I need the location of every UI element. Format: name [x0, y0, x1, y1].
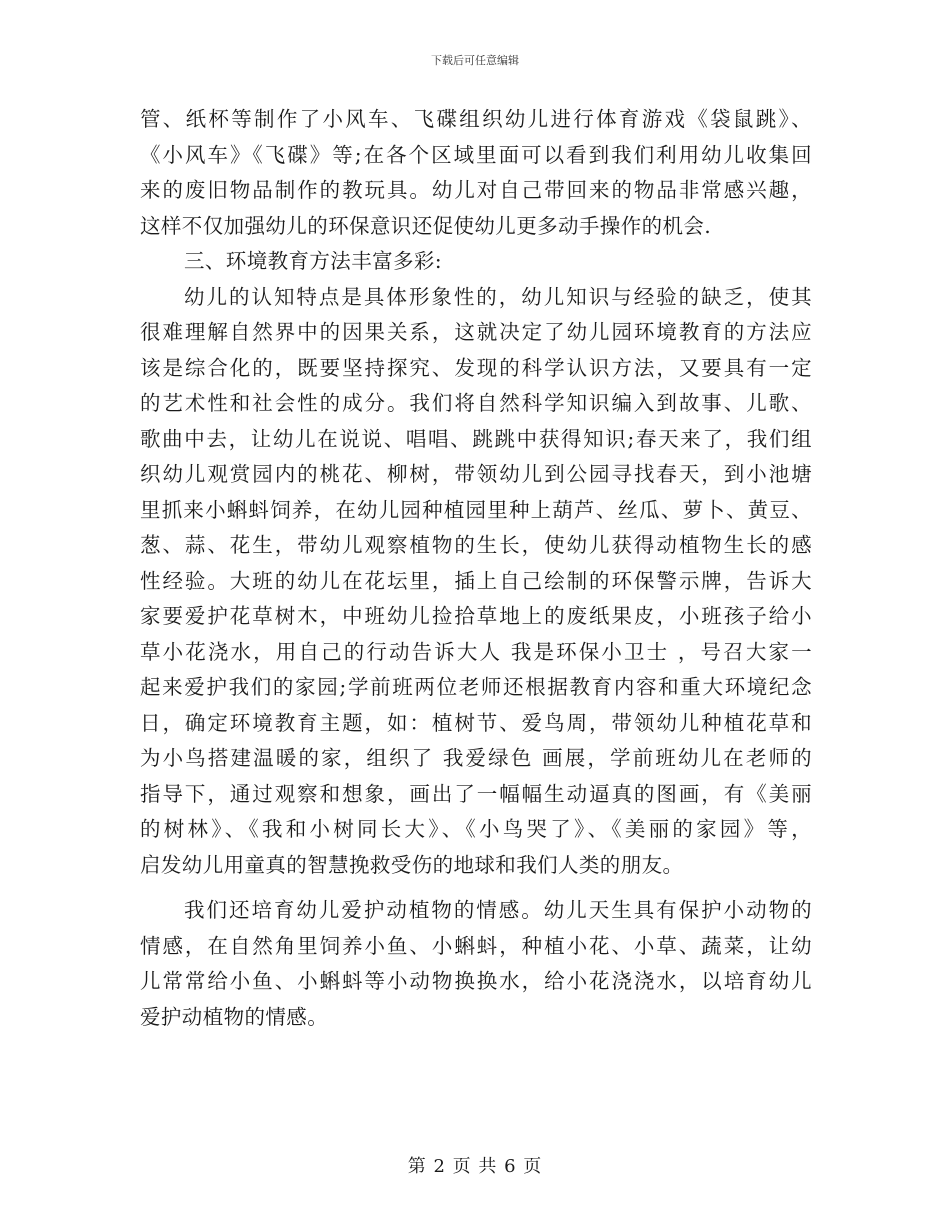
page-header: 下载后可任意编辑: [431, 54, 519, 67]
paragraph-3: [140, 893, 812, 1035]
text-line: 该是综合化的，既要坚持探究、发现的科学认识方法，又要具有一定: [140, 355, 812, 380]
text-line: 这样不仅加强幼儿的环保意识还促使幼儿更多动手操作的机会.: [140, 213, 712, 238]
text-line: 性经验。大班的幼儿在花坛里，插上自己绘制的环保警示牌，告诉大: [140, 568, 812, 593]
text-line: 我们还培育幼儿爱护动植物的情感。幼儿天生具有保护小动物的: [184, 898, 812, 922]
document-body: [140, 102, 812, 1035]
text-line: 起来爱护我们的家园;学前班两位老师还根据教育内容和重大环境纪念: [140, 675, 812, 699]
text-line: 的树林》、《我和小树同长大》、《小鸟哭了》、《美丽的家园》等，: [140, 817, 812, 841]
paragraph-gap: [140, 883, 812, 893]
text-line: 里抓来小蝌蚪饲养，在幼儿园种植园里种上葫芦、丝瓜、萝卜、黄豆、: [140, 497, 812, 522]
text-line: 为小鸟搭建温暖的家，组织了 我爱绿色 画展，学前班幼儿在老师的: [140, 746, 812, 770]
text-line: 很难理解自然界中的因果关系，这就决定了幼儿园环境教育的方法应: [140, 320, 812, 344]
paragraph-1: [140, 102, 812, 244]
page-number: 第 2 页 共 6 页: [407, 1156, 543, 1177]
text-line: 启发幼儿用童真的智慧挽救受伤的地球和我们人类的朋友。: [140, 852, 684, 877]
text-line: 草小花浇水，用自己的行动告诉大人 我是环保小卫士 ，号召大家一: [140, 639, 812, 664]
section-heading: [140, 244, 812, 280]
text-line: 的艺术性和社会性的成分。我们将自然科学知识编入到故事、儿歌、: [140, 391, 812, 415]
text-line: 《小风车》《飞碟》等;在各个区域里面可以看到我们利用幼儿收集回: [140, 142, 812, 167]
text-line: 家要爱护花草树木，中班幼儿捡拾草地上的废纸果皮，小班孩子给小: [140, 604, 812, 628]
text-line: 来的废旧物品制作的教玩具。幼儿对自己带回来的物品非常感兴趣，: [140, 178, 812, 202]
text-line: 指导下，通过观察和想象，画出了一幅幅生动逼真的图画，有《美丽: [140, 781, 812, 806]
text-line: 管、纸杯等制作了小风车、飞碟组织幼儿进行体育游戏《袋鼠跳》、: [140, 107, 812, 131]
paragraph-2: [140, 280, 812, 884]
text-line: 葱、蒜、花生，带幼儿观察植物的生长，使幼儿获得动植物生长的感: [140, 533, 812, 557]
text-line: 日，确定环境教育主题，如：植树节、爱鸟周，带领幼儿种植花草和: [140, 710, 812, 735]
text-line: 儿常常给小鱼、小蝌蚪等小动物换换水，给小花浇浇水，以培育幼儿: [140, 969, 812, 993]
heading-line: 三、环境教育方法丰富多彩:: [184, 249, 443, 273]
text-line: 织幼儿观赏园内的桃花、柳树，带领幼儿到公园寻找春天，到小池塘: [140, 462, 812, 486]
text-line: 爱护动植物的情感。: [140, 1004, 329, 1029]
text-line: 情感，在自然角里饲养小鱼、小蝌蚪，种植小花、小草、蔬菜，让幼: [140, 933, 812, 958]
text-line: 歌曲中去，让幼儿在说说、唱唱、跳跳中获得知识;春天来了，我们组: [140, 426, 812, 451]
text-line: 幼儿的认知特点是具体形象性的，幼儿知识与经验的缺乏，使其: [184, 284, 812, 309]
